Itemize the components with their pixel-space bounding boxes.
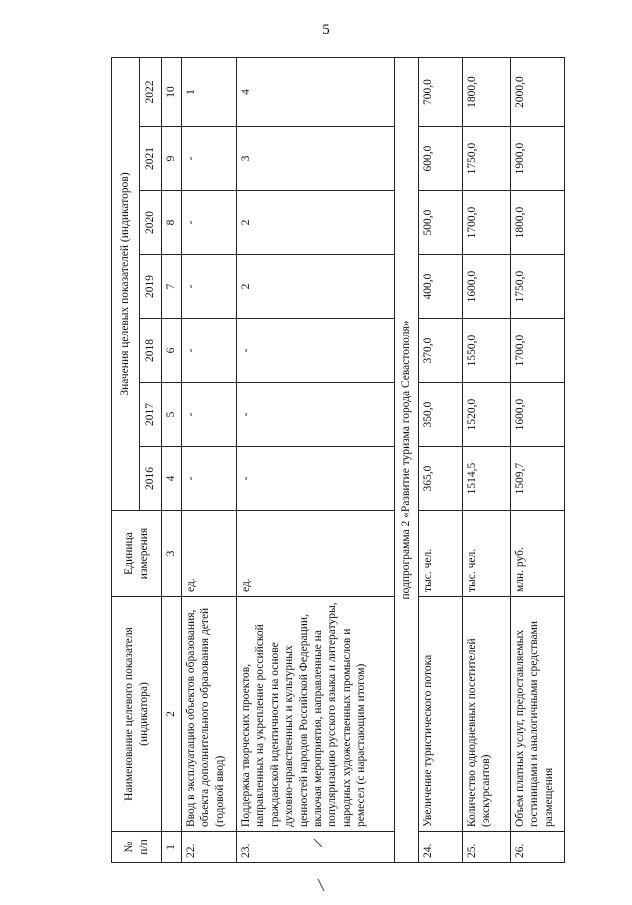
column-number: 10 xyxy=(162,57,182,126)
column-number: 4 xyxy=(162,447,182,511)
row-num: 23. xyxy=(237,832,395,863)
subprogram-title: подпрограмма 2 «Развитие туризма города Севастополя» xyxy=(395,57,419,862)
row-value: 1514,5 xyxy=(463,447,511,511)
row-value: - xyxy=(182,255,237,319)
table-row xyxy=(511,57,565,862)
indicators-table xyxy=(111,57,565,863)
row-value: 350,0 xyxy=(419,383,463,447)
row-value: 1750,0 xyxy=(463,127,511,191)
row-value: 1900,0 xyxy=(511,127,565,191)
table-row xyxy=(237,57,395,862)
row-value: 3 xyxy=(237,127,395,191)
header-name-line2: (индикатора) xyxy=(137,682,150,746)
year-header: 2021 xyxy=(140,127,162,191)
row-unit: млн. руб. xyxy=(511,511,565,597)
row-num: 25. xyxy=(463,832,511,863)
row-unit: тыс. чел. xyxy=(463,511,511,597)
column-number: 5 xyxy=(162,383,182,447)
row-value: 365,0 xyxy=(419,447,463,511)
header-num-line2: п/п xyxy=(137,839,150,855)
row-value: - xyxy=(182,127,237,191)
column-number: 8 xyxy=(162,191,182,255)
header-unit-cell xyxy=(112,511,162,597)
row-name: Объем платных услуг, предоставляемых гостиницами и аналогичными средствами размещения xyxy=(511,597,565,832)
row-value: 400,0 xyxy=(419,255,463,319)
column-number: 7 xyxy=(162,255,182,319)
column-number: 2 xyxy=(162,597,182,832)
row-value: - xyxy=(182,447,237,511)
row-value: 600,0 xyxy=(419,127,463,191)
table-row xyxy=(182,57,237,862)
scan-marks xyxy=(300,835,360,905)
header-num-line1: № xyxy=(123,841,136,853)
row-value: - xyxy=(182,383,237,447)
header-name-cell xyxy=(112,597,162,832)
header-unit-line2: измерения xyxy=(137,527,150,580)
row-name: Увеличение туристического потока xyxy=(419,597,463,832)
column-numbers-row xyxy=(162,57,182,862)
row-value: 500,0 xyxy=(419,191,463,255)
header-row-top xyxy=(112,57,140,862)
row-value: 1509,7 xyxy=(511,447,565,511)
row-name: Количество однодневных посетителей (экскурсантов) xyxy=(463,597,511,832)
row-name: Ввод в эксплуатацию объектов образования, объекта дополнительного образования детей (годовой ввод) xyxy=(182,597,237,832)
row-name: Поддержка творческих проектов, направленных на укрепление российской гражданской идентичности на основе духовно-нравственных и культурных ценностей народов Российской Федерации, включая мероприятия, направленные на популяризацию русского языка и литературы, народных художественных промыслов и ремесел (с нарастающим итогом) xyxy=(237,597,395,832)
row-value: 370,0 xyxy=(419,319,463,383)
year-header: 2022 xyxy=(140,57,162,126)
row-num: 22. xyxy=(182,832,237,863)
page-number: 5 xyxy=(322,22,330,38)
subprogram-row xyxy=(395,57,419,862)
row-value: - xyxy=(237,383,395,447)
row-value: - xyxy=(182,191,237,255)
rotated-table-container xyxy=(111,58,564,863)
year-header: 2020 xyxy=(140,191,162,255)
row-value: - xyxy=(182,319,237,383)
header-unit-line1: Единица xyxy=(123,532,136,575)
year-header: 2019 xyxy=(140,255,162,319)
row-value: 1550,0 xyxy=(463,319,511,383)
column-number: 6 xyxy=(162,319,182,383)
row-unit: ед. xyxy=(237,511,395,597)
header-num-cell xyxy=(112,832,162,863)
year-header: 2018 xyxy=(140,319,162,383)
row-value: - xyxy=(237,447,395,511)
row-value: 1800,0 xyxy=(511,191,565,255)
year-header: 2017 xyxy=(140,383,162,447)
row-value: 1600,0 xyxy=(511,383,565,447)
row-unit: тыс. чел. xyxy=(419,511,463,597)
header-name-line1: Наименование целевого показателя xyxy=(123,627,136,801)
header-values-title: Значения целевых показателей (индикаторов) xyxy=(112,57,140,510)
row-value: 1520,0 xyxy=(463,383,511,447)
row-value: 2 xyxy=(237,191,395,255)
row-value: - xyxy=(237,319,395,383)
column-number: 3 xyxy=(162,511,182,597)
row-value: 700,0 xyxy=(419,57,463,126)
row-value: 1700,0 xyxy=(463,191,511,255)
table-row xyxy=(463,57,511,862)
row-value: 4 xyxy=(237,57,395,126)
column-number: 1 xyxy=(162,832,182,863)
column-number: 9 xyxy=(162,127,182,191)
row-value: 1 xyxy=(182,57,237,126)
row-value: 2 xyxy=(237,255,395,319)
row-num: 24. xyxy=(419,832,463,863)
table-row xyxy=(419,57,463,862)
row-num: 26. xyxy=(511,832,565,863)
row-value: 1750,0 xyxy=(511,255,565,319)
row-value: 1700,0 xyxy=(511,319,565,383)
row-unit: ед. xyxy=(182,511,237,597)
row-value: 2000,0 xyxy=(511,57,565,126)
row-value: 1800,0 xyxy=(463,57,511,126)
row-value: 1600,0 xyxy=(463,255,511,319)
year-header: 2016 xyxy=(140,447,162,511)
scan-mark-line xyxy=(314,839,324,891)
